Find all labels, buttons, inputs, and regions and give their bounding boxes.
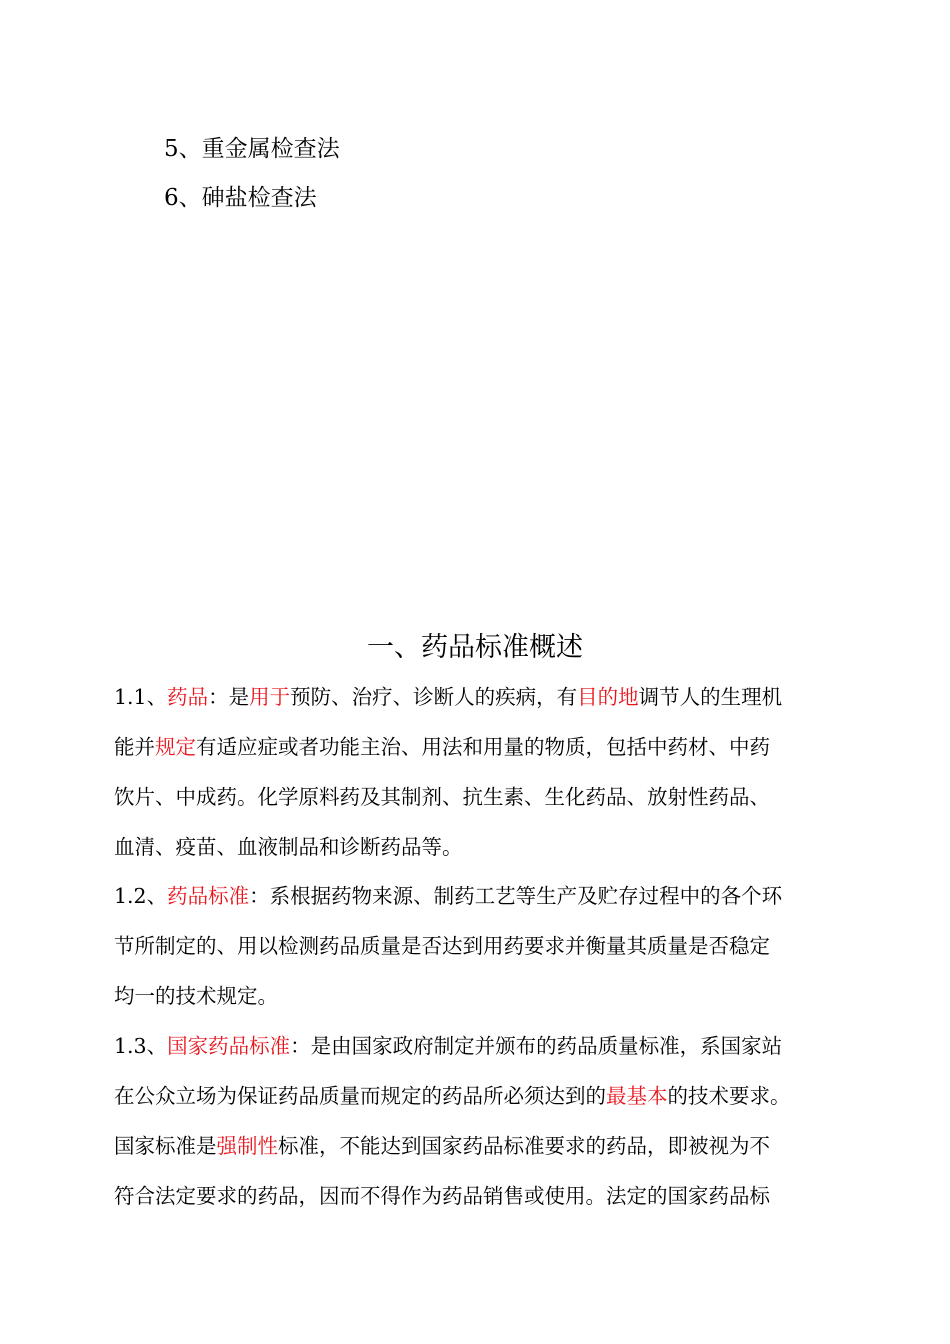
section-number: 1.1、	[114, 685, 168, 709]
text-span: 标准，不能达到国家药品标准要求的药品，即被视为不	[278, 1134, 770, 1158]
term-drug: 药品	[167, 685, 209, 709]
text-span: ：是由国家政府制定并颁布的药品质量标准，系国家站	[290, 1034, 783, 1058]
text-span: 预防、治疗、诊断人的疾病，有	[290, 685, 578, 709]
text-span: 在公众立场为保证药品质量而规定的药品所必须达到的	[114, 1084, 606, 1108]
text-span: 有适应症或者功能主治、用法和用量的物质，包括中药材、中药	[196, 735, 770, 759]
para-1-2-line-3: 均一的技术规定。	[114, 984, 278, 1008]
list-item-arsenic-test: 6、砷盐检查法	[164, 185, 317, 211]
keyword-prescribed: 规定	[155, 735, 196, 759]
para-1-1-line-2	[114, 732, 770, 762]
keyword-most-basic: 最基本	[606, 1084, 668, 1108]
text-span: ：是	[208, 685, 250, 709]
text-span: 的技术要求。	[667, 1084, 791, 1108]
para-1-1-line-1	[114, 682, 782, 712]
text-span: 国家标准是	[114, 1134, 217, 1158]
keyword-purposefully: 目的地	[577, 685, 639, 709]
text-span: ：系根据药物来源、制药工艺等生产及贮存过程中的各个环	[249, 884, 783, 908]
para-1-3-line-3	[114, 1131, 770, 1161]
keyword-used-for: 用于	[249, 685, 291, 709]
para-1-3-line-2	[114, 1081, 791, 1111]
keyword-mandatory: 强制性	[216, 1134, 278, 1158]
text-span: 调节人的生理机	[638, 685, 783, 709]
term-drug-standard: 药品标准	[167, 884, 250, 908]
section-number: 1.2、	[114, 884, 168, 908]
para-1-2-line-1	[114, 881, 782, 911]
para-1-2-line-2: 节所制定的、用以检测药品质量是否达到用药要求并衡量其质量是否稳定	[114, 934, 770, 958]
para-1-3-line-4: 符合法定要求的药品，因而不得作为药品销售或使用。法定的国家药品标	[114, 1184, 770, 1208]
para-1-1-line-4: 血清、疫苗、血液制品和诊断药品等。	[114, 835, 463, 859]
term-national-drug-standard: 国家药品标准	[167, 1034, 291, 1058]
list-item-heavy-metal-test: 5、重金属检查法	[164, 136, 340, 162]
section-number: 1.3、	[114, 1034, 168, 1058]
section-heading: 一、药品标准概述	[367, 632, 583, 663]
para-1-3-line-1	[114, 1031, 782, 1061]
text-span: 能并	[114, 735, 155, 759]
para-1-1-line-3: 饮片、中成药。化学原料药及其制剂、抗生素、生化药品、放射性药品、	[114, 785, 770, 809]
